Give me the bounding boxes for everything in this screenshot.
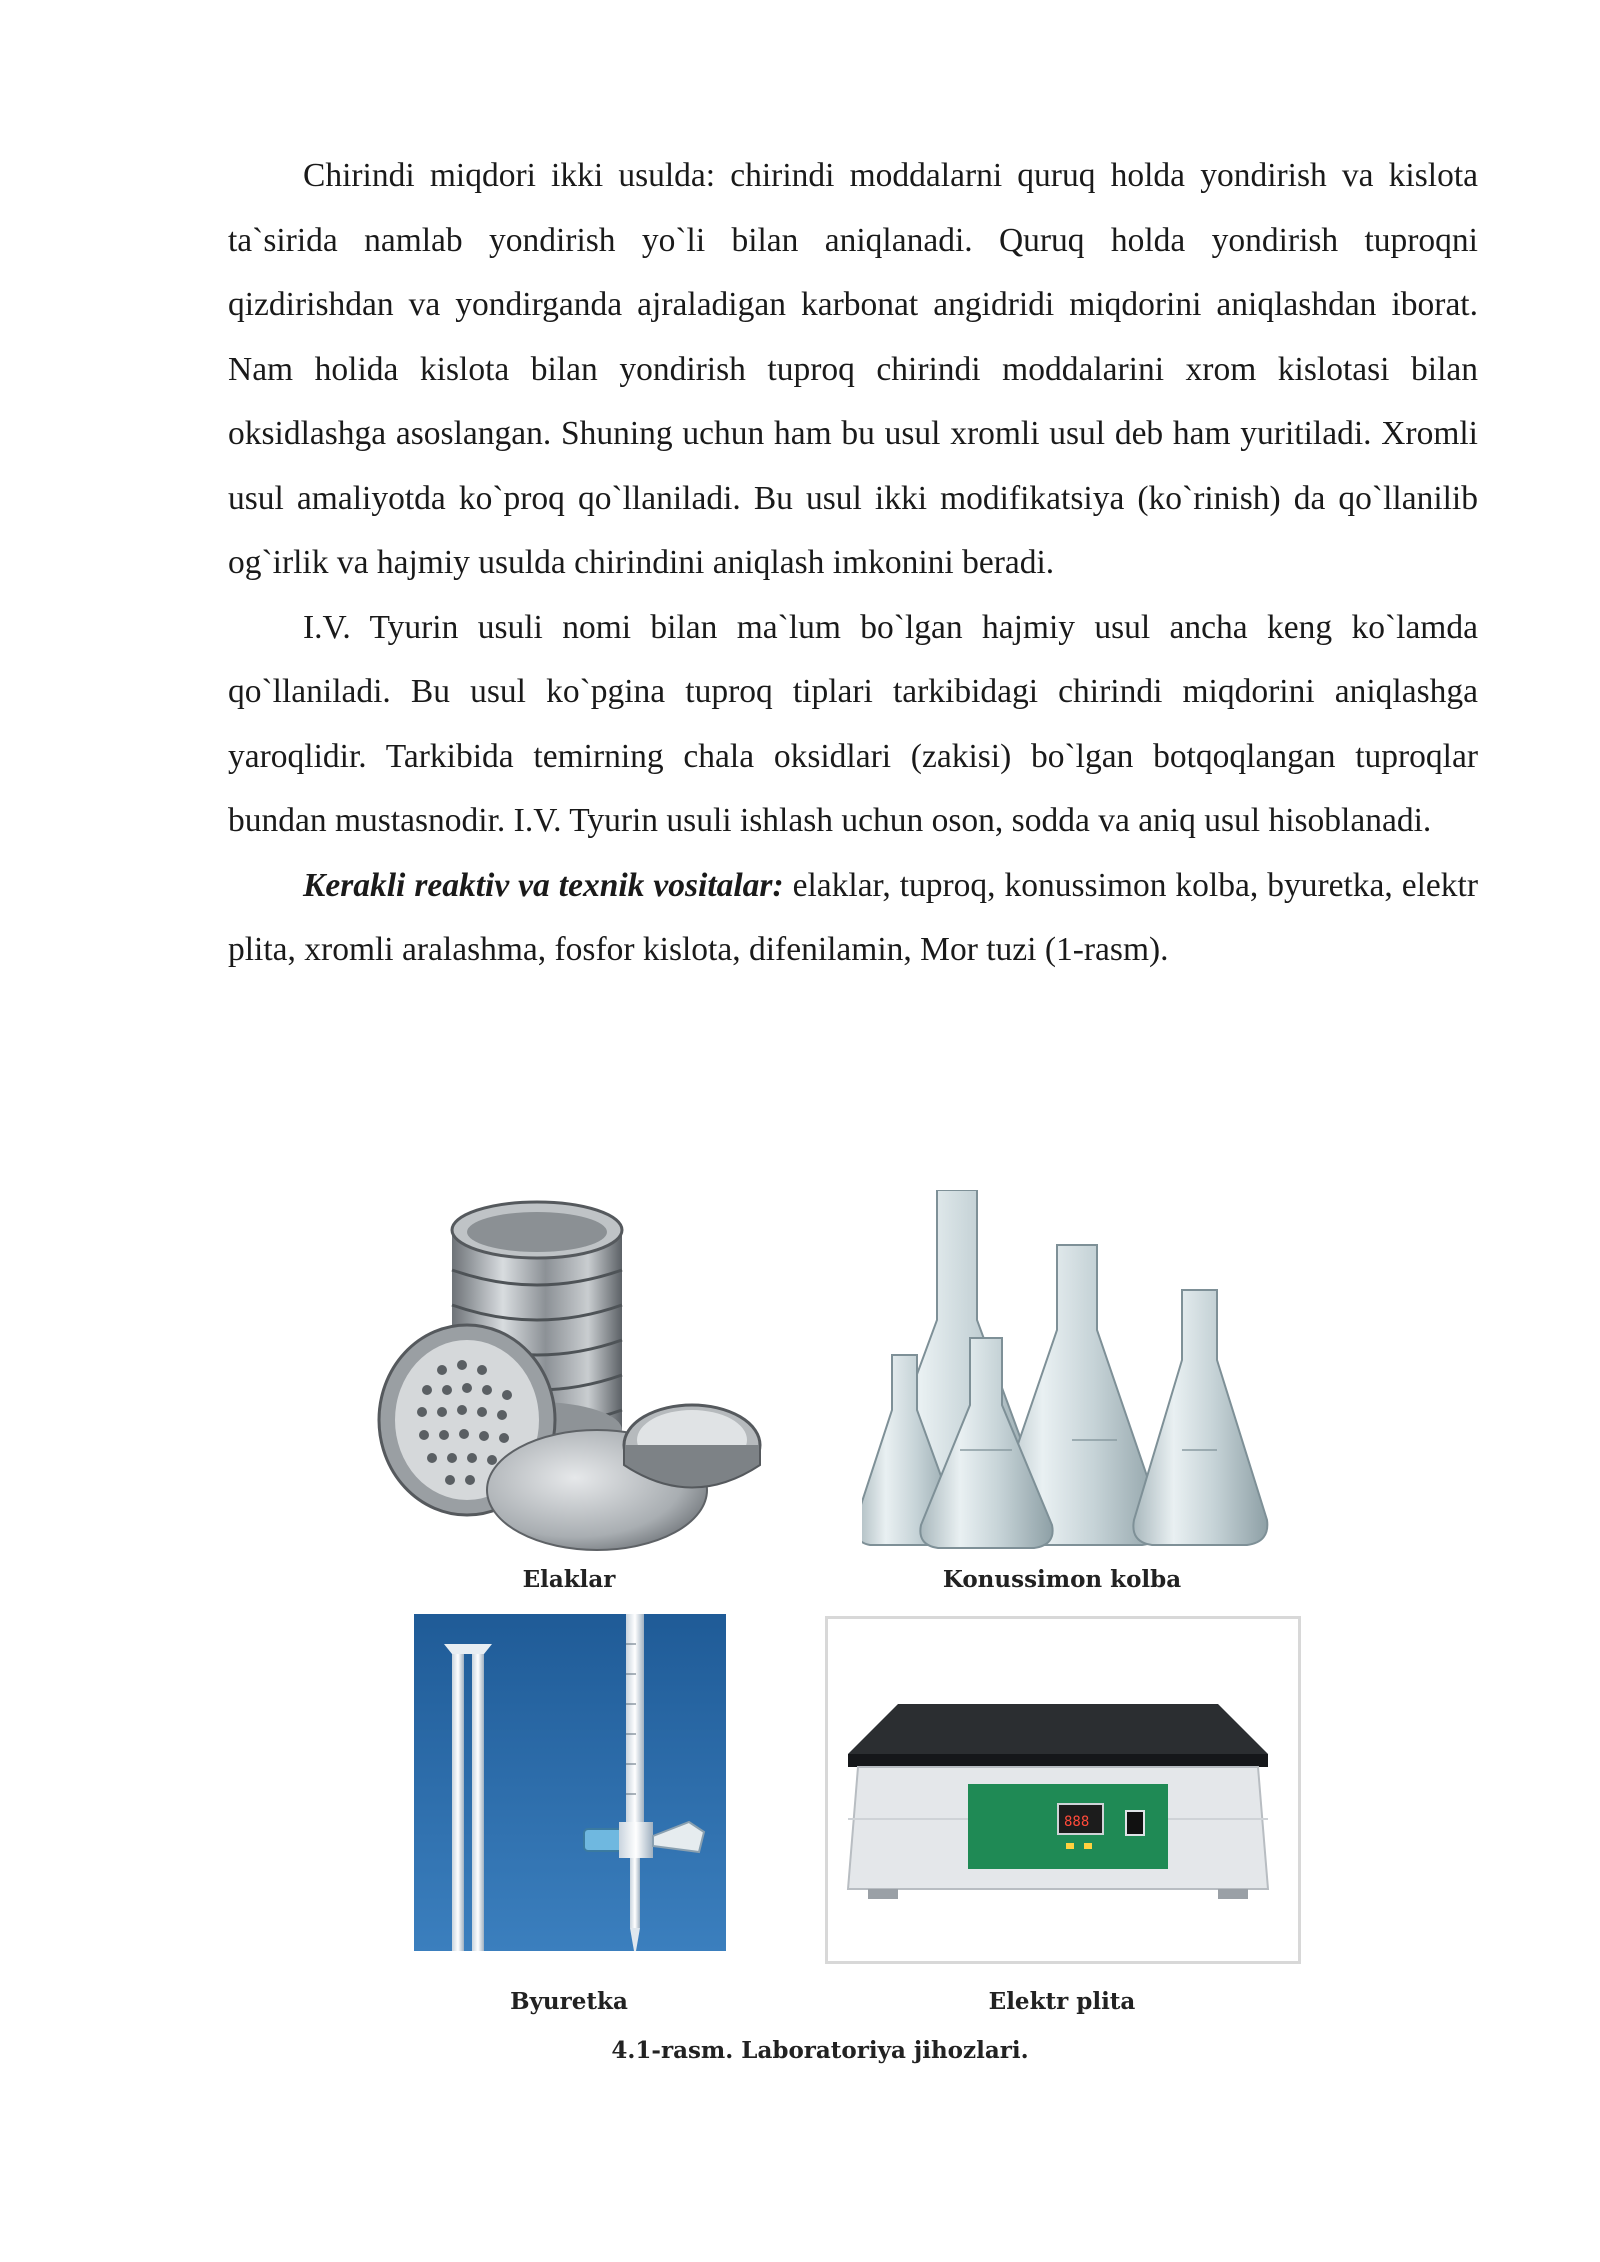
label-hotplate: Elektr plita <box>988 1988 1136 2015</box>
label-burette: Byuretka <box>510 1988 628 2015</box>
svg-text:888: 888 <box>1064 1814 1090 1830</box>
paragraph-1: Chirindi miqdori ikki usulda: chirindi moddalarni quruq holda yondirish va kislota ta`sirida namlab yondirish yo`li bilan aniqlanadi. Quruq holda yondirish tuproqni qizdirishdan va yondirganda ajraladigan karbonat angidridi miqdorini aniqlashdan iborat. Nam holida kislota bilan yondirish tuproq chirindi moddalarini xrom kislotasi bilan oksidlashga asoslangan. Shuning uchun ham bu usul xromli usul deb ham yuritiladi. Xromli usul amaliyotda ko`proq qo`llaniladi. Bu usul ikki modifikatsiya (ko`rinish) da qo`llanilib og`irlik va hajmiy usulda chirindini aniqlash imkonini beradi. <box>228 157 1478 581</box>
paragraph-3-rest: elaklar, tuproq, konussimon kolba, byuretka, elektr plita, xromli aralashma, fosfor kislota, difenilamin, Mor tuzi (1-rasm). <box>228 866 1478 968</box>
label-flasks: Konussimon kolba <box>942 1566 1182 1593</box>
figure-caption: 4.1-rasm. Laboratoriya jihozlari. <box>611 2037 1029 2064</box>
paragraph-3 <box>228 854 1478 983</box>
paragraph-3-lead: Kerakli reaktiv va texnik vositalar: <box>303 866 784 904</box>
sieves-image <box>372 1190 772 1570</box>
label-sieves: Elaklar <box>522 1566 616 1593</box>
body-text <box>228 144 1478 983</box>
hotplate-image <box>825 1616 1301 1964</box>
paragraph-2: I.V. Tyurin usuli nomi bilan ma`lum bo`lgan hajmiy usul ancha keng ko`lamda qo`llaniladi. Bu usul ko`pgina tuproq tiplari tarkibidagi chirindi miqdorini aniqlashga yaroqlidir. Tarkibida temirning chala oksidlari (zakisi) bo`lgan botqoqlangan tuproqlar bundan mustasnodir. I.V. Tyurin usuli ishlash uchun oson, sodda va aniq usul hisoblanadi. <box>228 608 1478 839</box>
flasks-image <box>862 1190 1272 1550</box>
burette-image <box>414 1614 726 1951</box>
